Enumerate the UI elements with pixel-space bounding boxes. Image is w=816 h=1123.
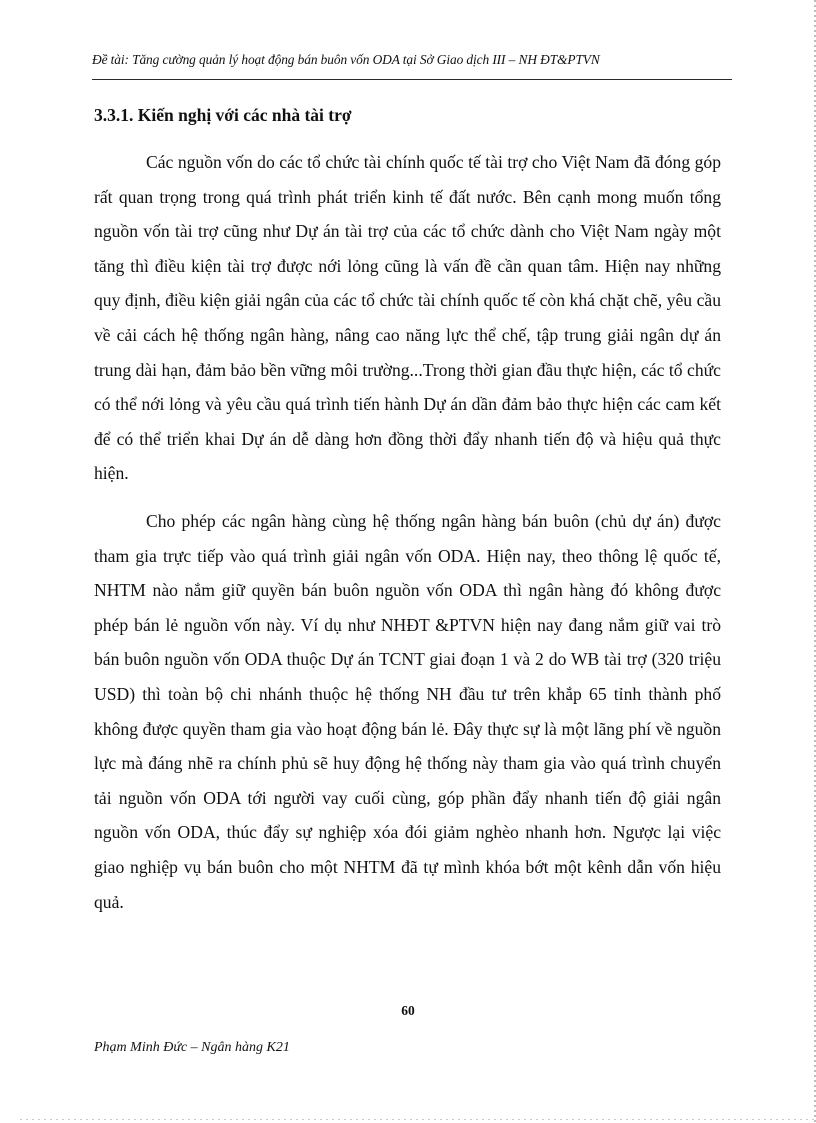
page-number: 60 — [401, 1003, 415, 1018]
header-divider — [92, 79, 732, 80]
section-heading: 3.3.1. Kiến nghị với các nhà tài trợ — [94, 105, 352, 125]
bottom-margin-dotted-rule — [20, 1119, 816, 1120]
body-paragraph-1: Các nguồn vốn do các tổ chức tài chính quốc tế tài trợ cho Việt Nam đã đóng góp rất quan trọng trong quá trình phát triển kinh tế đất nước. Bên cạnh mong muốn tổng nguồn vốn tài trợ cũng như Dự án tài trợ của các tổ chức dành cho Việt Nam ngày một tăng thì điều kiện tài trợ được nới lỏng cũng là vấn đề cần quan tâm. Hiện nay những quy định, điều kiện giải ngân của các tổ chức tài chính quốc tế còn khá chặt chẽ, yêu cầu về cải cách hệ thống ngân hàng, nâng cao năng lực thể chế, tập trung giải ngân dự án trung dài hạn, đảm bảo bền vững môi trường...Trong thời gian đầu thực hiện, các tổ chức có thể nới lỏng và yêu cầu quá trình tiến hành Dự án dần đảm bảo thực hiện các cam kết để có thể triển khai Dự án dễ dàng hơn đồng thời đẩy nhanh tiến độ và hiệu quả thực hiện. — [94, 152, 721, 484]
running-header: Đề tài: Tăng cường quản lý hoạt động bán buôn vốn ODA tại Sở Giao dịch III – NH ĐT&PTVN — [92, 52, 600, 67]
body-paragraph-2: Cho phép các ngân hàng cùng hệ thống ngân hàng bán buôn (chủ dự án) được tham gia trực tiếp vào quá trình giải ngân vốn ODA. Hiện nay, theo thông lệ quốc tế, NHTM nào nắm giữ quyền bán buôn nguồn vốn ODA thì ngân hàng đó không được phép bán lẻ nguồn vốn này. Ví dụ như NHĐT &PTVN hiện nay đang nắm giữ vai trò bán buôn nguồn vốn ODA thuộc Dự án TCNT giai đoạn 1 và 2 do WB tài trợ (320 triệu USD) thì toàn bộ chi nhánh thuộc hệ thống NH đầu tư trên khắp 65 tỉnh thành phố không được quyền tham gia vào hoạt động bán lẻ. Đây thực sự là một lãng phí về nguồn lực mà đáng nhẽ ra chính phủ sẽ huy động hệ thống này tham gia vào quá trình chuyển tải nguồn vốn ODA tới người vay cuối cùng, góp phần đẩy nhanh tiến độ giải ngân nguồn vốn ODA, thúc đẩy sự nghiệp xóa đói giảm nghèo nhanh hơn. Ngược lại việc giao nghiệp vụ bán buôn cho một NHTM đã tự mình khóa bớt một kênh dẫn vốn hiệu quả. — [94, 511, 721, 912]
running-footer: Phạm Minh Đức – Ngân hàng K21 — [94, 1040, 290, 1055]
